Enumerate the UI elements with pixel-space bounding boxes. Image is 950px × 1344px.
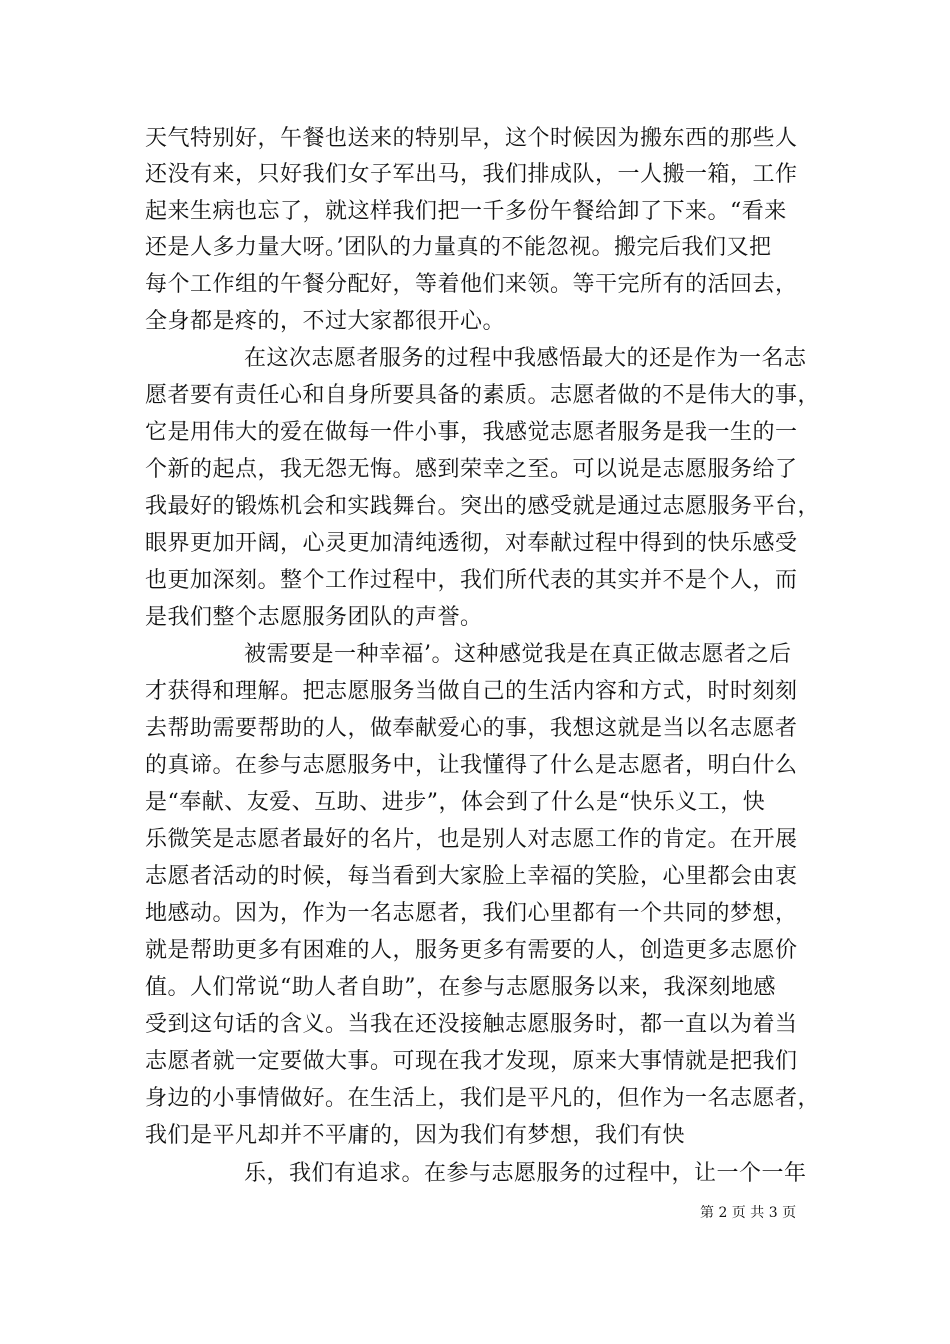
text-line: 愿者要有责任心和自身所要具备的素质。志愿者做的不是伟大的事， xyxy=(145,383,821,408)
text-line: 去帮助需要帮助的人，做奉献爱心的事，我想这就是当以名志愿者 xyxy=(145,716,798,741)
text-line: 眼界更加开阔，心灵更加清纯透彻，对奉献过程中得到的快乐感受 xyxy=(145,531,798,556)
page-number-footer: 第 2 页 共 3 页 xyxy=(700,1205,797,1221)
text-line: 受到这句话的含义。当我在还没接触志愿服务时，都一直以为着当 xyxy=(145,1012,798,1037)
text-line: 乐微笑是志愿者最好的名片，也是别人对志愿工作的肯定。在开展 xyxy=(145,827,798,852)
text-line: 的真谛。在参与志愿服务中，让我懂得了什么是志愿者，明白什么 xyxy=(145,753,798,778)
text-line: 每个工作组的午餐分配好，等着他们来领。等干完所有的活回去， xyxy=(145,272,798,297)
text-line: 个新的起点，我无怨无悔。感到荣幸之至。可以说是志愿服务给了 xyxy=(145,457,798,482)
text-line: 身边的小事情做好。在生活上，我们是平凡的，但作为一名志愿者， xyxy=(145,1086,821,1111)
text-line: 还是人多力量大呀。’团队的力量真的不能忽视。搬完后我们又把 xyxy=(145,235,772,260)
text-line: 值。人们常说“助人者自助”，在参与志愿服务以来，我深刻地感 xyxy=(145,975,776,1000)
text-line: 我最好的锻炼机会和实践舞台。突出的感受就是通过志愿服务平台， xyxy=(145,494,821,519)
text-line: 才获得和理解。把志愿服务当做自己的生活内容和方式，时时刻刻 xyxy=(145,679,798,704)
paragraph-first-line: 乐，我们有追求。在参与志愿服务的过程中，让一个一年 xyxy=(244,1161,807,1186)
text-line: 也更加深刻。整个工作过程中，我们所代表的其实并不是个人，而 xyxy=(145,568,798,593)
text-line: 志愿者活动的时候，每当看到大家脸上幸福的笑脸，心里都会由衷 xyxy=(145,864,798,889)
text-line: 是“奉献、友爱、互助、进步”，体会到了什么是“快乐义工，快 xyxy=(145,790,766,815)
text-line: 地感动。因为，作为一名志愿者，我们心里都有一个共同的梦想， xyxy=(145,901,798,926)
text-line: 它是用伟大的爱在做每一件小事，我感觉志愿者服务是我一生的一 xyxy=(145,420,798,445)
paragraph-first-line: 被需要是一种幸福’。这种感觉我是在真正做志愿者之后 xyxy=(244,642,792,667)
text-line: 还没有来，只好我们女子军出马，我们排成队，一人搬一箱，工作 xyxy=(145,162,798,187)
paragraph-first-line: 在这次志愿者服务的过程中我感悟最大的还是作为一名志 xyxy=(244,346,807,371)
text-line: 是我们整个志愿服务团队的声誉。 xyxy=(145,605,483,630)
text-line: 全身都是疼的，不过大家都很开心。 xyxy=(145,309,506,334)
text-line: 我们是平凡却并不平庸的，因为我们有梦想，我们有快 xyxy=(145,1123,686,1148)
text-line: 志愿者就一定要做大事。可现在我才发现，原来大事情就是把我们 xyxy=(145,1049,798,1074)
text-line: 天气特别好，午餐也送来的特别早，这个时候因为搬东西的那些人 xyxy=(145,126,798,151)
text-line: 起来生病也忘了，就这样我们把一千多份午餐给卸了下来。“看来 xyxy=(145,199,787,224)
text-line: 就是帮助更多有困难的人，服务更多有需要的人，创造更多志愿价 xyxy=(145,938,798,963)
